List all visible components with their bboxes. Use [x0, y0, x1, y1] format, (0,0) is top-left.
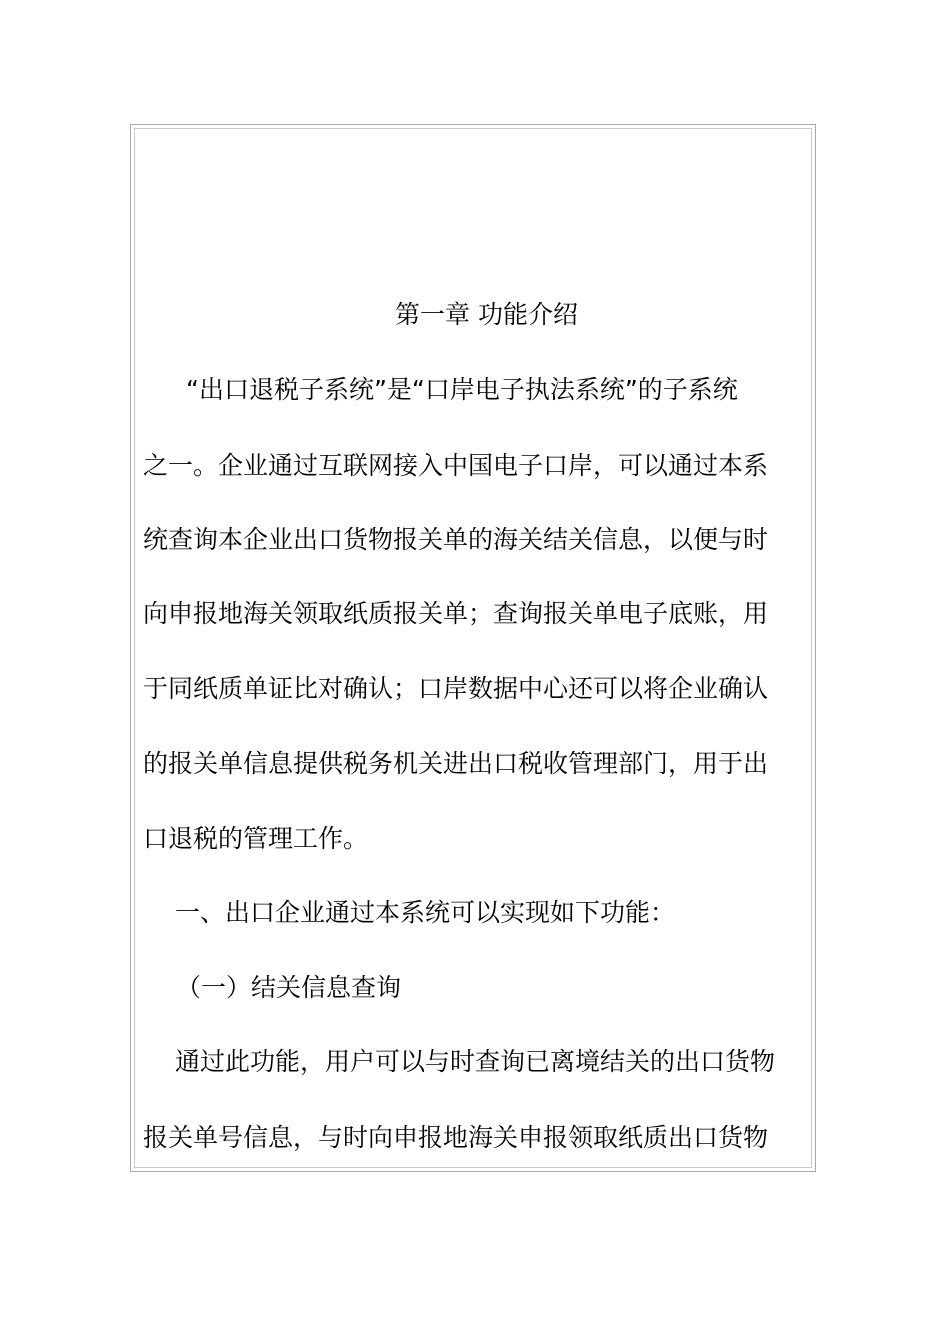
- intro-line-2: 之一。企业通过互联网接入中国电子口岸，可以通过本系: [143, 451, 769, 480]
- intro-line-4: 向申报地海关领取纸质报关单；查询报关单电子底账，用: [143, 599, 769, 628]
- chapter-title: 第一章 功能介绍: [395, 300, 578, 329]
- page-border: [130, 124, 816, 1172]
- intro-line-3: 统查询本企业出口货物报关单的海关结关信息，以便与时: [143, 525, 769, 554]
- section-heading: 一、出口企业通过本系统可以实现如下功能：: [175, 898, 676, 927]
- intro-line-1: “出口退税子系统”是“口岸电子执法系统”的子系统: [186, 375, 738, 404]
- intro-line-7: 口退税的管理工作。: [143, 824, 369, 853]
- body-line-1: 通过此功能，用户可以与时查询已离境结关的出口货物: [175, 1047, 776, 1076]
- body-line-2: 报关单号信息，与时向申报地海关申报领取纸质出口货物: [143, 1123, 769, 1152]
- subsection-heading: （一）结关信息查询: [176, 973, 402, 1002]
- intro-line-6: 的报关单信息提供税务机关进出口税收管理部门，用于出: [143, 749, 769, 778]
- intro-line-5: 于同纸质单证比对确认；口岸数据中心还可以将企业确认: [143, 674, 769, 703]
- page-border-inner: [134, 128, 812, 1168]
